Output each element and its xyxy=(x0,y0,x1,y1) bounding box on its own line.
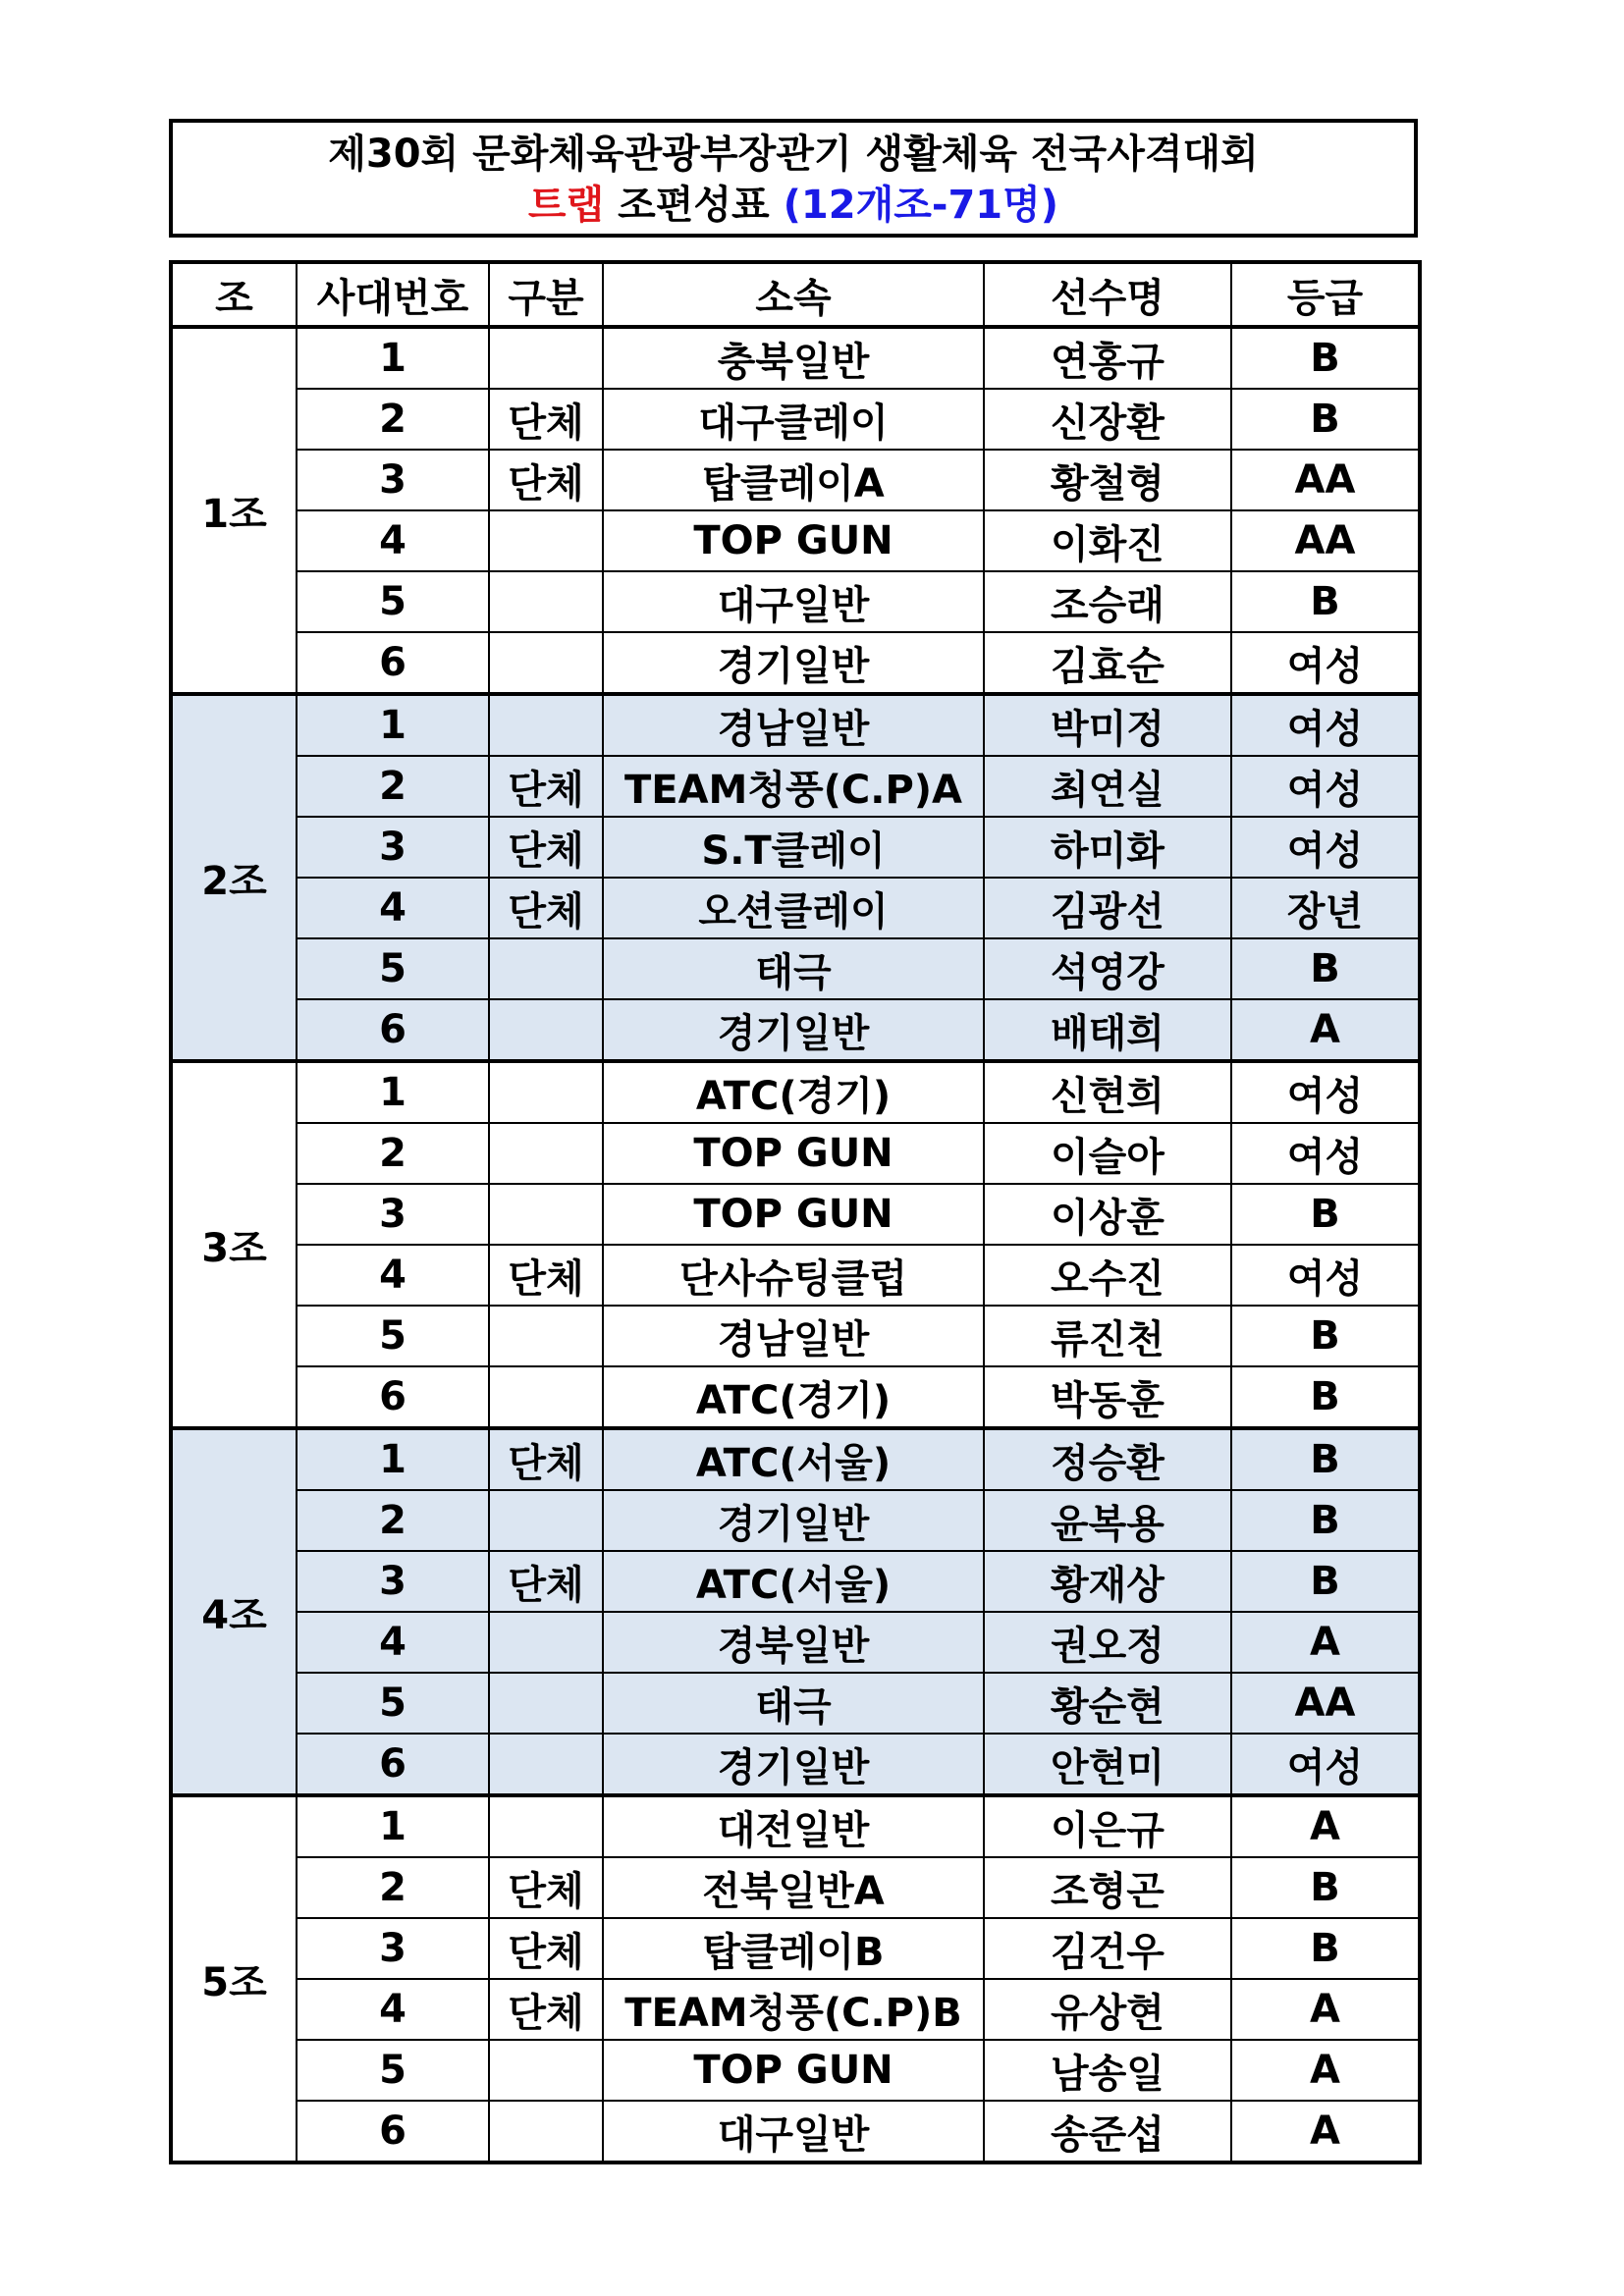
col-header-group: 조 xyxy=(171,262,297,327)
team-cell: 오션클레이 xyxy=(603,878,984,938)
player-name-cell: 정승환 xyxy=(984,1428,1231,1490)
type-cell: 단체 xyxy=(489,1245,603,1306)
col-header-player: 선수명 xyxy=(984,262,1231,327)
grade-cell: 여성 xyxy=(1231,1245,1420,1306)
grade-cell: B xyxy=(1231,1306,1420,1366)
table-row xyxy=(171,1184,1420,1245)
lane-number-cell: 4 xyxy=(297,1245,489,1306)
lane-number-cell: 5 xyxy=(297,1673,489,1734)
table-row xyxy=(171,1490,1420,1551)
lane-number-cell: 3 xyxy=(297,817,489,878)
team-cell: 탑클레이B xyxy=(603,1918,984,1979)
table-row xyxy=(171,1673,1420,1734)
grade-cell: A xyxy=(1231,2101,1420,2163)
lane-number-cell: 2 xyxy=(297,1857,489,1918)
team-cell: 경기일반 xyxy=(603,1734,984,1795)
player-name-cell: 유상현 xyxy=(984,1979,1231,2040)
roster-body xyxy=(171,327,1420,2163)
team-cell: TEAM청풍(C.P)B xyxy=(603,1979,984,2040)
table-row xyxy=(171,1918,1420,1979)
lane-number-cell: 1 xyxy=(297,1061,489,1123)
table-row xyxy=(171,1245,1420,1306)
team-cell: TOP GUN xyxy=(603,2040,984,2101)
grade-cell: 여성 xyxy=(1231,1123,1420,1184)
player-name-cell: 김효순 xyxy=(984,632,1231,694)
type-cell: 단체 xyxy=(489,1551,603,1612)
player-name-cell: 석영강 xyxy=(984,938,1231,999)
type-cell: 단체 xyxy=(489,1428,603,1490)
table-row xyxy=(171,1306,1420,1366)
lane-number-cell: 1 xyxy=(297,1428,489,1490)
lane-number-cell: 2 xyxy=(297,1490,489,1551)
player-name-cell: 연홍규 xyxy=(984,327,1231,389)
table-row xyxy=(171,571,1420,632)
type-cell xyxy=(489,999,603,1061)
grade-cell: A xyxy=(1231,1612,1420,1673)
grade-cell: 장년 xyxy=(1231,878,1420,938)
col-header-type: 구분 xyxy=(489,262,603,327)
grade-cell: B xyxy=(1231,1551,1420,1612)
grade-cell: AA xyxy=(1231,510,1420,571)
subtitle-text: 조편성표 xyxy=(618,183,770,228)
type-cell xyxy=(489,1490,603,1551)
participant-count: (12개조-71명) xyxy=(783,183,1059,228)
player-name-cell: 남송일 xyxy=(984,2040,1231,2101)
type-cell xyxy=(489,327,603,389)
grade-cell: B xyxy=(1231,1857,1420,1918)
table-row xyxy=(171,2040,1420,2101)
type-cell: 단체 xyxy=(489,1979,603,2040)
player-name-cell: 이화진 xyxy=(984,510,1231,571)
team-cell: 대전일반 xyxy=(603,1795,984,1857)
type-cell xyxy=(489,694,603,756)
type-cell: 단체 xyxy=(489,1918,603,1979)
table-row xyxy=(171,938,1420,999)
team-cell: 대구일반 xyxy=(603,2101,984,2163)
lane-number-cell: 2 xyxy=(297,1123,489,1184)
type-cell xyxy=(489,1366,603,1428)
type-cell xyxy=(489,938,603,999)
table-row xyxy=(171,817,1420,878)
table-row xyxy=(171,756,1420,817)
grade-cell: 여성 xyxy=(1231,632,1420,694)
table-row xyxy=(171,694,1420,756)
grade-cell: 여성 xyxy=(1231,817,1420,878)
team-cell: 충북일반 xyxy=(603,327,984,389)
type-cell xyxy=(489,1061,603,1123)
player-name-cell: 송준섭 xyxy=(984,2101,1231,2163)
grade-cell: B xyxy=(1231,1184,1420,1245)
type-cell xyxy=(489,1795,603,1857)
group-label: 4조 xyxy=(171,1428,297,1795)
table-row xyxy=(171,450,1420,510)
team-cell: 경기일반 xyxy=(603,999,984,1061)
table-row xyxy=(171,1428,1420,1490)
team-cell: TOP GUN xyxy=(603,1123,984,1184)
grade-cell: B xyxy=(1231,1366,1420,1428)
type-cell xyxy=(489,632,603,694)
table-row xyxy=(171,999,1420,1061)
lane-number-cell: 3 xyxy=(297,450,489,510)
lane-number-cell: 4 xyxy=(297,510,489,571)
document-title: 제30회 문화체육관광부장관기 생활체육 전국사격대회 xyxy=(328,132,1259,177)
grade-cell: A xyxy=(1231,2040,1420,2101)
player-name-cell: 권오정 xyxy=(984,1612,1231,1673)
player-name-cell: 배태희 xyxy=(984,999,1231,1061)
team-cell: ATC(서울) xyxy=(603,1551,984,1612)
player-name-cell: 조승래 xyxy=(984,571,1231,632)
type-cell xyxy=(489,1184,603,1245)
lane-number-cell: 1 xyxy=(297,327,489,389)
grade-cell: 여성 xyxy=(1231,1061,1420,1123)
team-cell: 경기일반 xyxy=(603,632,984,694)
grade-cell: B xyxy=(1231,938,1420,999)
player-name-cell: 황재상 xyxy=(984,1551,1231,1612)
table-row xyxy=(171,1734,1420,1795)
grade-cell: A xyxy=(1231,1979,1420,2040)
player-name-cell: 안현미 xyxy=(984,1734,1231,1795)
team-cell: 단사슈팅클럽 xyxy=(603,1245,984,1306)
table-row xyxy=(171,878,1420,938)
lane-number-cell: 5 xyxy=(297,938,489,999)
player-name-cell: 신장환 xyxy=(984,389,1231,450)
team-cell: 경기일반 xyxy=(603,1490,984,1551)
title-box xyxy=(169,119,1418,238)
team-cell: ATC(서울) xyxy=(603,1428,984,1490)
lane-number-cell: 5 xyxy=(297,571,489,632)
player-name-cell: 신현희 xyxy=(984,1061,1231,1123)
player-name-cell: 이상훈 xyxy=(984,1184,1231,1245)
team-cell: 탑클레이A xyxy=(603,450,984,510)
lane-number-cell: 3 xyxy=(297,1918,489,1979)
grade-cell: 여성 xyxy=(1231,756,1420,817)
team-cell: 경북일반 xyxy=(603,1612,984,1673)
grade-cell: B xyxy=(1231,571,1420,632)
grade-cell: A xyxy=(1231,999,1420,1061)
team-cell: TOP GUN xyxy=(603,510,984,571)
type-cell xyxy=(489,2101,603,2163)
roster-table xyxy=(169,260,1422,2164)
table-row xyxy=(171,1366,1420,1428)
player-name-cell: 최연실 xyxy=(984,756,1231,817)
group-label: 3조 xyxy=(171,1061,297,1428)
player-name-cell: 조형곤 xyxy=(984,1857,1231,1918)
lane-number-cell: 2 xyxy=(297,756,489,817)
table-row xyxy=(171,510,1420,571)
type-cell: 단체 xyxy=(489,1857,603,1918)
team-cell: 태극 xyxy=(603,1673,984,1734)
player-name-cell: 오수진 xyxy=(984,1245,1231,1306)
table-row xyxy=(171,1795,1420,1857)
type-cell xyxy=(489,510,603,571)
grade-cell: AA xyxy=(1231,450,1420,510)
player-name-cell: 하미화 xyxy=(984,817,1231,878)
col-header-grade: 등급 xyxy=(1231,262,1420,327)
grade-cell: B xyxy=(1231,1428,1420,1490)
team-cell: 대구클레이 xyxy=(603,389,984,450)
grade-cell: B xyxy=(1231,327,1420,389)
player-name-cell: 류진천 xyxy=(984,1306,1231,1366)
team-cell: 대구일반 xyxy=(603,571,984,632)
lane-number-cell: 6 xyxy=(297,632,489,694)
grade-cell: B xyxy=(1231,1918,1420,1979)
type-cell xyxy=(489,1123,603,1184)
player-name-cell: 이슬아 xyxy=(984,1123,1231,1184)
grade-cell: B xyxy=(1231,1490,1420,1551)
document-subtitle xyxy=(173,180,1414,231)
event-name: 트랩 xyxy=(527,183,605,228)
grade-cell: A xyxy=(1231,1795,1420,1857)
team-cell: 전북일반A xyxy=(603,1857,984,1918)
type-cell: 단체 xyxy=(489,878,603,938)
lane-number-cell: 1 xyxy=(297,694,489,756)
table-row xyxy=(171,1551,1420,1612)
grade-cell: AA xyxy=(1231,1673,1420,1734)
team-cell: S.T클레이 xyxy=(603,817,984,878)
lane-number-cell: 6 xyxy=(297,1366,489,1428)
player-name-cell: 박미정 xyxy=(984,694,1231,756)
table-row xyxy=(171,1857,1420,1918)
type-cell: 단체 xyxy=(489,450,603,510)
lane-number-cell: 3 xyxy=(297,1184,489,1245)
type-cell xyxy=(489,1306,603,1366)
grade-cell: 여성 xyxy=(1231,694,1420,756)
table-row xyxy=(171,1061,1420,1123)
lane-number-cell: 4 xyxy=(297,1612,489,1673)
grade-cell: B xyxy=(1231,389,1420,450)
type-cell xyxy=(489,571,603,632)
team-cell: ATC(경기) xyxy=(603,1366,984,1428)
type-cell xyxy=(489,1673,603,1734)
type-cell xyxy=(489,1612,603,1673)
table-row xyxy=(171,632,1420,694)
table-row xyxy=(171,327,1420,389)
lane-number-cell: 6 xyxy=(297,2101,489,2163)
lane-number-cell: 5 xyxy=(297,2040,489,2101)
team-cell: 경남일반 xyxy=(603,694,984,756)
player-name-cell: 이은규 xyxy=(984,1795,1231,1857)
player-name-cell: 황철형 xyxy=(984,450,1231,510)
type-cell: 단체 xyxy=(489,817,603,878)
table-row xyxy=(171,389,1420,450)
team-cell: ATC(경기) xyxy=(603,1061,984,1123)
player-name-cell: 김건우 xyxy=(984,1918,1231,1979)
lane-number-cell: 4 xyxy=(297,1979,489,2040)
team-cell: TOP GUN xyxy=(603,1184,984,1245)
lane-number-cell: 5 xyxy=(297,1306,489,1366)
lane-number-cell: 6 xyxy=(297,1734,489,1795)
col-header-lane: 사대번호 xyxy=(297,262,489,327)
type-cell: 단체 xyxy=(489,389,603,450)
player-name-cell: 김광선 xyxy=(984,878,1231,938)
table-row xyxy=(171,1123,1420,1184)
lane-number-cell: 4 xyxy=(297,878,489,938)
type-cell xyxy=(489,2040,603,2101)
group-label: 1조 xyxy=(171,327,297,694)
player-name-cell: 박동훈 xyxy=(984,1366,1231,1428)
player-name-cell: 황순현 xyxy=(984,1673,1231,1734)
table-row xyxy=(171,1612,1420,1673)
header-row xyxy=(171,262,1420,327)
lane-number-cell: 2 xyxy=(297,389,489,450)
lane-number-cell: 1 xyxy=(297,1795,489,1857)
grade-cell: 여성 xyxy=(1231,1734,1420,1795)
group-label: 5조 xyxy=(171,1795,297,2163)
lane-number-cell: 3 xyxy=(297,1551,489,1612)
col-header-team: 소속 xyxy=(603,262,984,327)
player-name-cell: 윤복용 xyxy=(984,1490,1231,1551)
team-cell: 태극 xyxy=(603,938,984,999)
team-cell: 경남일반 xyxy=(603,1306,984,1366)
type-cell: 단체 xyxy=(489,756,603,817)
type-cell xyxy=(489,1734,603,1795)
lane-number-cell: 6 xyxy=(297,999,489,1061)
group-label: 2조 xyxy=(171,694,297,1061)
table-row xyxy=(171,2101,1420,2163)
team-cell: TEAM청풍(C.P)A xyxy=(603,756,984,817)
table-row xyxy=(171,1979,1420,2040)
